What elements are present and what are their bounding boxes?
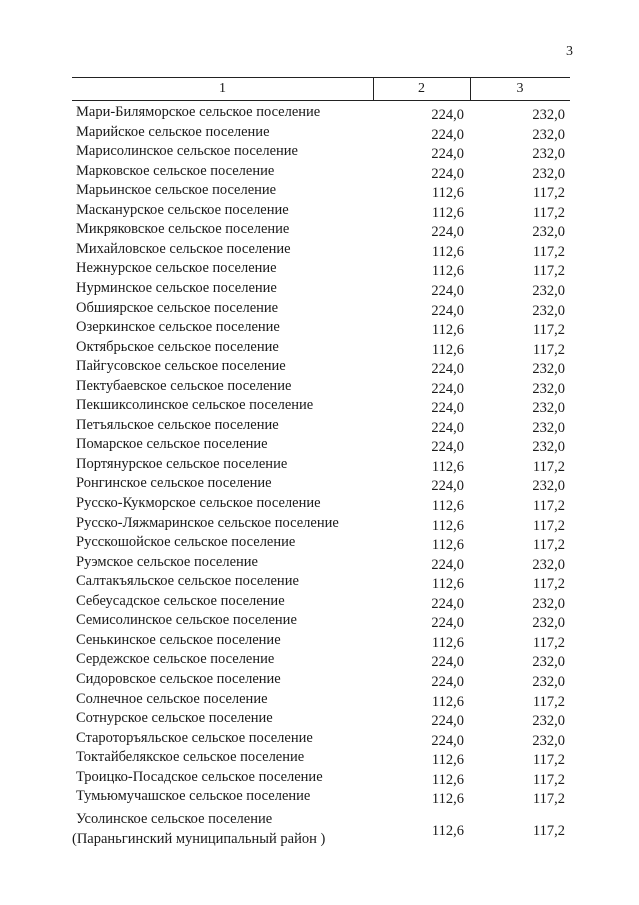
- row-name: Сидоровское сельское поселение: [76, 670, 281, 687]
- row-value-col2: 224,0: [431, 654, 464, 671]
- table-row: [0, 202, 639, 222]
- row-value-col3: 232,0: [532, 478, 565, 495]
- row-value-col2: 112,6: [431, 185, 464, 202]
- row-name: Марисолинское сельское поселение: [76, 143, 298, 160]
- row-value-col3: 232,0: [532, 282, 565, 299]
- row-value-col3: 232,0: [532, 732, 565, 749]
- row-value-col2: 112,6: [431, 517, 464, 534]
- row-value-col2: 224,0: [431, 126, 464, 143]
- row-value-col2: 112,6: [431, 341, 464, 358]
- row-value-col3: 117,2: [532, 185, 565, 202]
- row-name: Русско-Ляжмаринское сельское поселение: [76, 514, 339, 531]
- row-name: Троицко-Посадское сельское поселение: [76, 768, 323, 785]
- row-value-col2: 224,0: [431, 615, 464, 632]
- row-name: Помарское сельское поселение: [76, 436, 268, 453]
- table-row: [0, 456, 639, 476]
- table-row: [0, 534, 639, 554]
- row-value-col2: 112,6: [431, 537, 464, 554]
- row-value-col2: 112,6: [431, 204, 464, 221]
- table-row: [0, 280, 639, 300]
- row-value-col3: 117,2: [532, 791, 565, 808]
- row-value-col2: 224,0: [431, 556, 464, 573]
- row-value-col2: 224,0: [431, 478, 464, 495]
- table-row: [0, 241, 639, 261]
- row-value-col3: 232,0: [532, 146, 565, 163]
- table-row: [0, 143, 639, 163]
- table-row: [0, 495, 639, 515]
- row-name: Октябрьское сельское поселение: [76, 338, 279, 355]
- row-value-col2: 224,0: [431, 439, 464, 456]
- table-row: [0, 358, 639, 378]
- row-name: Пекшиксолинское сельское поселение: [76, 397, 314, 414]
- table-row: [0, 397, 639, 417]
- row-name: Нежнурское сельское поселение: [76, 260, 277, 277]
- row-name: Марьинское сельское поселение: [76, 182, 277, 199]
- row-value-col2: 112,6: [431, 752, 464, 769]
- row-value-col3: 232,0: [532, 165, 565, 182]
- row-value-col3: 117,2: [532, 537, 565, 554]
- table-row: [0, 300, 639, 320]
- row-value-col3: 117,2: [532, 263, 565, 280]
- row-value-col3: 232,0: [532, 673, 565, 690]
- row-value-col2: 224,0: [431, 361, 464, 378]
- row-value-col3: 232,0: [532, 556, 565, 573]
- row-value-col3: 232,0: [532, 361, 565, 378]
- row-value-col3: 117,2: [532, 752, 565, 769]
- table-row-last: [0, 811, 639, 851]
- row-value-col2: 224,0: [431, 732, 464, 749]
- row-name: Солнечное сельское поселение: [76, 690, 268, 707]
- row-value-col2: 224,0: [431, 713, 464, 730]
- row-name: Петъяльское сельское поселение: [76, 416, 279, 433]
- row-value-col3: 232,0: [532, 126, 565, 143]
- row-value-col2: 224,0: [431, 380, 464, 397]
- table-row: [0, 788, 639, 808]
- row-value-col2: 112,6: [431, 458, 464, 475]
- table-row: [0, 730, 639, 750]
- row-name: Марийское сельское поселение: [76, 123, 270, 140]
- table-row: [0, 593, 639, 613]
- table-row: [0, 475, 639, 495]
- table-row: [0, 573, 639, 593]
- row-name: Токтайбелякское сельское поселение: [76, 749, 305, 766]
- row-name: Себеусадское сельское поселение: [76, 592, 285, 609]
- row-name: Михайловское сельское поселение: [76, 240, 291, 257]
- table-row: [0, 554, 639, 574]
- row-name: Русскошойское сельское поселение: [76, 534, 296, 551]
- row-name: Марковское сельское поселение: [76, 162, 275, 179]
- row-value-col3: 232,0: [532, 713, 565, 730]
- table-row: [0, 612, 639, 632]
- row-value-col2: 112,6: [431, 243, 464, 260]
- row-value-col3: 117,2: [532, 458, 565, 475]
- row-value-col2: 112,6: [431, 823, 464, 839]
- row-name: Ронгинское сельское поселение: [76, 475, 272, 492]
- table-row: [0, 378, 639, 398]
- row-value-col3: 232,0: [532, 400, 565, 417]
- table-row: [0, 124, 639, 144]
- row-name: Пайгусовское сельское поселение: [76, 358, 286, 375]
- table-row: [0, 104, 639, 124]
- row-name: Сенькинское сельское поселение: [76, 631, 281, 648]
- row-name-line2: (Параньгинский муниципальный район ): [72, 831, 326, 847]
- row-value-col3: 117,2: [532, 243, 565, 260]
- row-name: Староторъяльское сельское поселение: [76, 729, 313, 746]
- row-value-col3: 232,0: [532, 224, 565, 241]
- table-row: [0, 319, 639, 339]
- table-row: [0, 515, 639, 535]
- row-value-col3: 232,0: [532, 595, 565, 612]
- row-value-col3: 117,2: [532, 576, 565, 593]
- row-value-col2: 112,6: [431, 576, 464, 593]
- table-row: [0, 163, 639, 183]
- table-row: [0, 691, 639, 711]
- row-name: Семисолинское сельское поселение: [76, 612, 297, 629]
- row-value-col2: 224,0: [431, 673, 464, 690]
- table-row: [0, 182, 639, 202]
- row-name: Сердежское сельское поселение: [76, 651, 275, 668]
- row-value-col3: 232,0: [532, 419, 565, 436]
- table-row: [0, 339, 639, 359]
- table-row: [0, 769, 639, 789]
- row-value-col2: 112,6: [431, 498, 464, 514]
- page-number: 3: [566, 44, 573, 59]
- row-name: Обшиярское сельское поселение: [76, 299, 279, 316]
- row-name: Мари-Биляморское сельское поселение: [76, 104, 321, 120]
- row-name: Сотнурское сельское поселение: [76, 710, 273, 727]
- header-col-1: 1: [72, 78, 374, 100]
- row-value-col2: 112,6: [431, 791, 464, 808]
- row-name-line1: Усолинское сельское поселение: [76, 811, 273, 827]
- row-value-col2: 224,0: [431, 400, 464, 417]
- row-name: Озеркинское сельское поселение: [76, 319, 280, 336]
- row-value-col3: 232,0: [532, 380, 565, 397]
- row-name: Руэмское сельское поселение: [76, 553, 258, 570]
- row-value-col2: 112,6: [431, 263, 464, 280]
- row-value-col3: 117,2: [532, 204, 565, 221]
- table-row: [0, 651, 639, 671]
- table-row: [0, 671, 639, 691]
- table-header: [72, 77, 570, 101]
- row-value-col2: 224,0: [431, 419, 464, 436]
- row-value-col3: 232,0: [532, 439, 565, 456]
- row-value-col3: 117,2: [532, 322, 565, 339]
- table-row: [0, 417, 639, 437]
- row-value-col3: 117,2: [532, 341, 565, 358]
- row-name: Тумьюмучашское сельское поселение: [76, 788, 311, 805]
- row-value-col2: 112,6: [431, 771, 464, 788]
- row-name: Масканурское сельское поселение: [76, 201, 289, 218]
- row-value-col2: 224,0: [431, 165, 464, 182]
- table-row: [0, 221, 639, 241]
- row-value-col3: 232,0: [532, 615, 565, 632]
- table-row: [0, 749, 639, 769]
- row-value-col3: 117,2: [532, 823, 565, 839]
- row-name: Микряковское сельское поселение: [76, 221, 290, 238]
- table-row: [0, 632, 639, 652]
- row-name: Нурминское сельское поселение: [76, 279, 277, 296]
- row-value-col2: 224,0: [431, 282, 464, 299]
- header-col-2: 2: [373, 78, 471, 100]
- row-value-col3: 232,0: [532, 654, 565, 671]
- row-name: Портянурское сельское поселение: [76, 455, 288, 472]
- row-value-col2: 224,0: [431, 146, 464, 163]
- row-value-col3: 117,2: [532, 517, 565, 534]
- row-value-col2: 112,6: [431, 693, 464, 710]
- row-name: Салтакъяльское сельское поселение: [76, 573, 299, 590]
- row-value-col2: 224,0: [431, 302, 464, 319]
- table-row: [0, 260, 639, 280]
- table-row: [0, 710, 639, 730]
- row-value-col3: 117,2: [532, 634, 565, 651]
- header-col-3: 3: [516, 81, 524, 96]
- row-value-col3: 117,2: [532, 498, 565, 514]
- row-value-col2: 112,6: [431, 322, 464, 339]
- row-value-col2: 224,0: [431, 595, 464, 612]
- row-value-col2: 112,6: [431, 634, 464, 651]
- row-value-col3: 117,2: [532, 693, 565, 710]
- row-value-col3: 232,0: [532, 302, 565, 319]
- row-value-col2: 224,0: [431, 107, 464, 123]
- table-row: [0, 436, 639, 456]
- row-value-col2: 224,0: [431, 224, 464, 241]
- row-value-col3: 117,2: [532, 771, 565, 788]
- row-value-col3: 232,0: [532, 107, 565, 123]
- row-name: Пектубаевское сельское поселение: [76, 377, 292, 394]
- row-name: Русско-Кукморское сельское поселение: [76, 495, 321, 511]
